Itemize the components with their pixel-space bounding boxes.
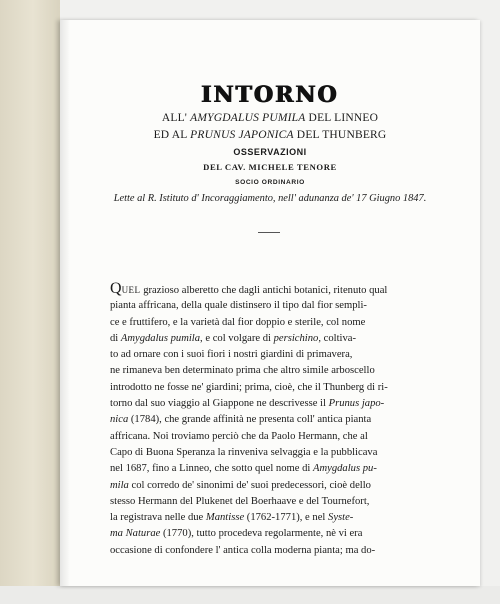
subtitle-1-species: AMYGDALUS PUMILA xyxy=(190,112,306,124)
body-line xyxy=(110,363,445,379)
body-line xyxy=(110,461,445,477)
subtitle-2-prefix: ED AL xyxy=(153,129,191,141)
text-run: (1784), che grande affinità ne presenta coll' antica pianta xyxy=(128,414,372,426)
text-run: pianta affricana, della quale distinsero il tipo dal fior sempli- xyxy=(110,300,367,312)
author-role: SOCIO ORDINARIO xyxy=(235,179,305,186)
subtitle-1-prefix: ALL' xyxy=(161,112,191,124)
body-line xyxy=(110,380,445,396)
text-run: ne rimaneva ben determinato prima che altro simile arboscello xyxy=(110,365,375,377)
subtitle-2-suffix: DEL THUNBERG xyxy=(293,129,387,141)
text-run: , coltiva- xyxy=(318,332,356,344)
body-line xyxy=(110,347,445,363)
text-run: occasione di confondere l' antica colla moderna pianta; ma do- xyxy=(110,544,376,556)
subtitle-line-1 xyxy=(60,112,480,124)
text-run: ma Naturae xyxy=(110,528,161,540)
table-surface xyxy=(0,586,500,604)
text-run: persichino xyxy=(273,332,319,344)
text-run: di xyxy=(110,332,121,344)
author-line: DEL CAV. MICHELE TENORE xyxy=(203,162,337,172)
text-run: to ad ornare con i suoi fiori i nostri giardini di primavera, xyxy=(110,349,353,361)
body-line xyxy=(110,543,445,559)
text-run: Prunus japo- xyxy=(328,398,385,410)
subtitle-2-species: PRUNUS JAPONICA xyxy=(190,129,294,141)
body-line xyxy=(110,412,445,428)
text-run: (1762-1771), e nel xyxy=(244,512,329,524)
text-run: nica xyxy=(110,414,129,426)
body-line xyxy=(110,396,445,412)
text-run: Amygdalus pumila xyxy=(120,332,201,344)
body-text xyxy=(110,282,445,559)
body-line xyxy=(110,315,445,331)
text-run: Capo di Buona Speranza la rinveniva selvaggia e la pubblicava xyxy=(110,446,378,458)
body-line xyxy=(110,510,445,526)
text-run: affricana. Noi troviamo perciò che da Paolo Hermann, che al xyxy=(110,430,368,442)
separator-rule xyxy=(258,232,280,233)
text-run: ce e fruttifero, e la varietà dal fior doppio e sterile, col nome xyxy=(110,316,366,328)
book-cover-edge xyxy=(0,0,60,604)
body-line xyxy=(110,526,445,542)
body-line xyxy=(110,331,445,347)
observations-heading: OSSERVAZIONI xyxy=(233,147,307,157)
text-run: torno dal suo viaggio al Giappone ne descrivesse il xyxy=(110,398,329,410)
text-run: stesso Hermann del Plukenet del Boerhaave e del Tournefort, xyxy=(110,495,370,507)
text-run: Amygdalus pu- xyxy=(313,463,377,475)
text-run: grazioso alberetto che dagli antichi botanici, ritenuto qual xyxy=(140,285,388,296)
text-run: la registrava nelle due xyxy=(110,512,206,524)
reading-note: Lette al R. Istituto d' Incoraggiamento, nell' adunanza de' 17 Giugno 1847. xyxy=(113,193,427,204)
body-line xyxy=(110,298,445,314)
text-run: mila xyxy=(110,479,129,491)
subtitle-line-2 xyxy=(60,129,480,141)
text-run: Mantisse xyxy=(205,512,245,524)
body-line xyxy=(110,282,445,298)
subtitle-1-suffix: DEL LINNEO xyxy=(305,112,379,124)
text-run: UEL xyxy=(121,285,141,295)
body-line xyxy=(110,445,445,461)
text-run: Q xyxy=(110,280,122,297)
document-page xyxy=(60,20,480,586)
text-run: col corredo de' sinonimi de' suoi predecessori, cioè dello xyxy=(128,479,371,491)
text-run: introdotto ne fosse ne' giardini; prima, cioè, che il Thunberg di ri- xyxy=(110,381,388,393)
document-title: INTORNO xyxy=(201,82,339,108)
text-run: Syste- xyxy=(328,512,354,524)
text-run: , e col volgare di xyxy=(200,332,274,344)
body-line xyxy=(110,494,445,510)
body-line xyxy=(110,429,445,445)
text-run: nel 1687, fino a Linneo, che sotto quel nome di xyxy=(110,463,314,475)
text-run: (1770), tutto procedeva regolarmente, nè vi era xyxy=(160,528,363,540)
body-line xyxy=(110,478,445,494)
